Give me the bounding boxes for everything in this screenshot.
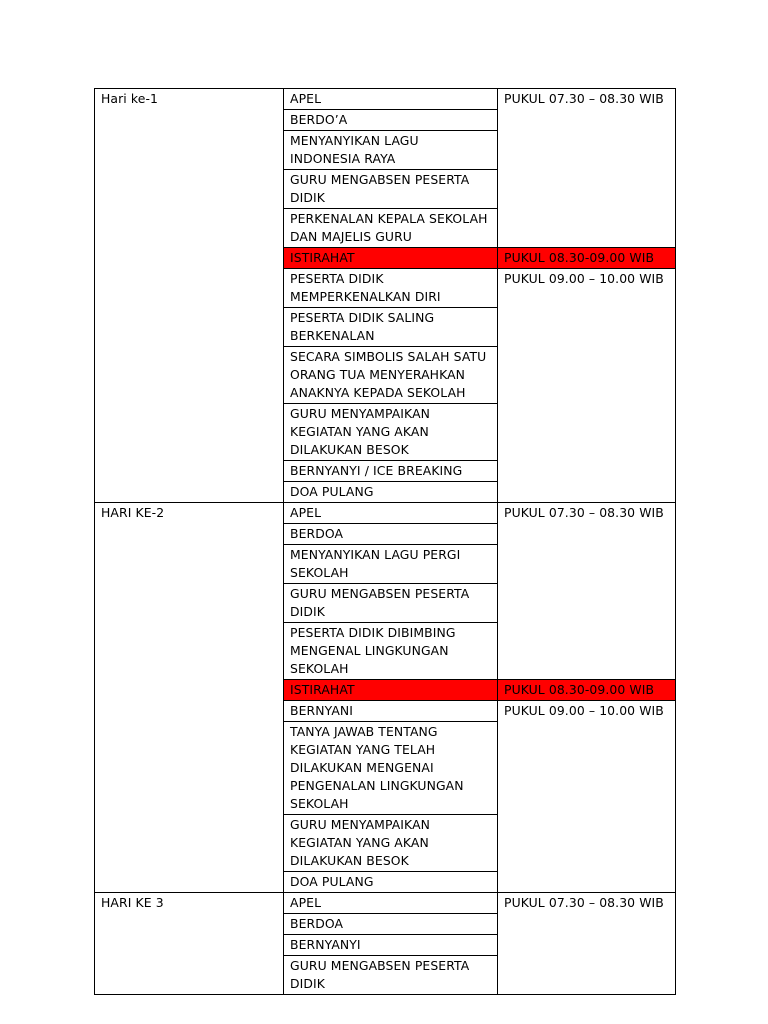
schedule-row	[95, 89, 676, 110]
activity-cell: PESERTA DIDIK SALING BERKENALAN	[284, 308, 498, 347]
activity-cell: APEL	[284, 89, 498, 110]
break-time-cell: PUKUL 08.30-09.00 WIB	[498, 680, 676, 701]
day-label: HARI KE-2	[95, 503, 284, 893]
time-cell: PUKUL 09.00 – 10.00 WIB	[498, 269, 676, 503]
schedule-table	[94, 88, 676, 995]
activity-cell: MENYANYIKAN LAGU PERGI SEKOLAH	[284, 545, 498, 584]
activity-cell: BERNYANYI	[284, 935, 498, 956]
activity-cell: GURU MENGABSEN PESERTA DIDIK	[284, 584, 498, 623]
time-cell: PUKUL 07.30 – 08.30 WIB	[498, 503, 676, 680]
activity-cell: PESERTA DIDIK MEMPERKENALKAN DIRI	[284, 269, 498, 308]
break-activity-cell: ISTIRAHAT	[284, 680, 498, 701]
activity-cell: GURU MENGABSEN PESERTA DIDIK	[284, 956, 498, 995]
break-activity-cell: ISTIRAHAT	[284, 248, 498, 269]
activity-cell: BERDO’A	[284, 110, 498, 131]
activity-cell: MENYANYIKAN LAGU INDONESIA RAYA	[284, 131, 498, 170]
activity-cell: BERDOA	[284, 524, 498, 545]
activity-cell: PESERTA DIDIK DIBIMBING MENGENAL LINGKUNGAN SEKOLAH	[284, 623, 498, 680]
activity-cell: BERNYANI	[284, 701, 498, 722]
time-cell: PUKUL 07.30 – 08.30 WIB	[498, 89, 676, 248]
activity-cell: GURU MENYAMPAIKAN KEGIATAN YANG AKAN DILAKUKAN BESOK	[284, 815, 498, 872]
activity-cell: DOA PULANG	[284, 872, 498, 893]
activity-cell: BERDOA	[284, 914, 498, 935]
day-label: Hari ke-1	[95, 89, 284, 503]
activity-cell: APEL	[284, 503, 498, 524]
activity-cell: GURU MENYAMPAIKAN KEGIATAN YANG AKAN DILAKUKAN BESOK	[284, 404, 498, 461]
activity-cell: PERKENALAN KEPALA SEKOLAH DAN MAJELIS GURU	[284, 209, 498, 248]
activity-cell: SECARA SIMBOLIS SALAH SATU ORANG TUA MENYERAHKAN ANAKNYA KEPADA SEKOLAH	[284, 347, 498, 404]
activity-cell: GURU MENGABSEN PESERTA DIDIK	[284, 170, 498, 209]
activity-cell: DOA PULANG	[284, 482, 498, 503]
activity-cell: APEL	[284, 893, 498, 914]
time-cell: PUKUL 09.00 – 10.00 WIB	[498, 701, 676, 893]
schedule-row	[95, 503, 676, 524]
time-cell: PUKUL 07.30 – 08.30 WIB	[498, 893, 676, 995]
break-time-cell: PUKUL 08.30-09.00 WIB	[498, 248, 676, 269]
day-label: HARI KE 3	[95, 893, 284, 995]
schedule-row	[95, 893, 676, 914]
activity-cell: TANYA JAWAB TENTANG KEGIATAN YANG TELAH DILAKUKAN MENGENAI PENGENALAN LINGKUNGAN SEKOLAH	[284, 722, 498, 815]
activity-cell: BERNYANYI / ICE BREAKING	[284, 461, 498, 482]
